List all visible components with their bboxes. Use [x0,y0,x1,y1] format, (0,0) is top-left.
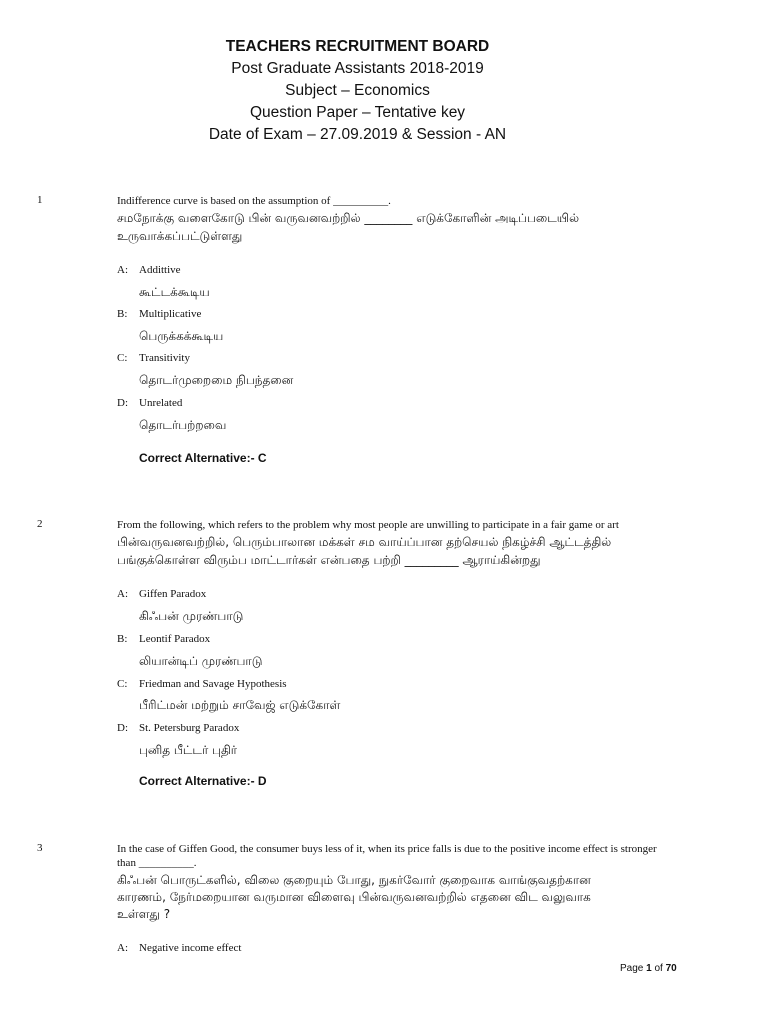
option-b-tamil: பெருக்கக்கூடிய [139,329,224,343]
option-letter: A: [117,264,128,276]
option-d [117,722,239,734]
question-text: From the following, which refers to the problem why most people are unwilling to participate in a fair game or art [117,519,619,531]
question-text-continued: than __________. [117,857,197,869]
option-text: Unrelated [139,397,183,409]
question-tamil-line: உள்ளது ? [117,907,171,921]
option-b [117,633,210,645]
option-d-tamil: புனித பீட்டர் புதிர் [139,743,238,757]
question-number: 1 [37,194,43,206]
page-total: 70 [665,963,677,974]
option-d-tamil: தொடர்பற்றவை [139,418,227,432]
option-letter: C: [117,352,128,364]
option-a-tamil: கூட்டக்கூடிய [139,285,210,299]
question-tamil-line: பின்வருவனவற்றில், பெரும்பாலான மக்கள் சம வாய்ப்பான தற்செயல் நிகழ்ச்சி ஆட்டத்தில் [117,535,612,549]
option-text: Transitivity [139,352,190,364]
question-tamil-line: சமநோக்கு வளைகோடு பின் வருவனவற்றில் ________ எடுக்கோளின் அடிப்படையில் [117,211,580,225]
exam-date: Date of Exam – 27.09.2019 & Session - AN [208,126,507,143]
option-letter: A: [117,588,128,600]
option-a [117,588,206,600]
option-text: St. Petersburg Paradox [139,722,240,734]
option-a [117,264,181,276]
option-a [117,942,241,954]
option-c [117,352,190,364]
option-letter: B: [117,633,128,645]
post-title: Post Graduate Assistants 2018-2019 [231,60,484,77]
option-b-tamil: லியான்டிப் முரண்பாடு [139,654,263,668]
option-c-tamil: தொடர்முறைமை நிபந்தனை [139,373,294,387]
page-word: Page [620,963,644,974]
option-letter: D: [117,722,128,734]
question-text: In the case of Giffen Good, the consumer buys less of it, when its price falls is due to the positive income effect is stronger [117,843,657,855]
of-word: of [654,963,663,974]
page-number: 1 [646,963,652,974]
option-d [117,397,182,409]
option-text: Leontif Paradox [139,633,211,645]
question-tamil-line: பங்குக்கொள்ள விரும்ப மாட்டார்கள் என்பதை பற்றி _________ ஆராய்கின்றது [117,553,541,567]
option-letter: B: [117,308,128,320]
question-tamil-line: உருவாக்கப்பட்டுள்ளது [117,229,243,243]
board-title: TEACHERS RECRUITMENT BOARD [225,38,490,55]
option-c [117,678,287,690]
page-footer [620,963,677,974]
option-text: Friedman and Savage Hypothesis [139,678,287,690]
option-text: Negative income effect [139,942,242,954]
question-text: Indifference curve is based on the assumption of __________. [117,195,391,207]
correct-answer: Correct Alternative:- D [139,774,267,788]
subject-title: Subject – Economics [285,82,430,99]
paper-title: Question Paper – Tentative key [249,104,466,121]
option-text: Giffen Paradox [139,588,207,600]
question-number: 3 [37,842,43,854]
option-letter: C: [117,678,128,690]
option-letter: D: [117,397,128,409]
document-header [0,36,715,146]
option-a-tamil: கிஃபன் முரண்பாடு [139,609,244,623]
correct-answer: Correct Alternative:- C [139,451,267,465]
question-tamil-line: காரணம், நேர்மறையான வருமான விளைவு பின்வருவனவற்றில் எதனை விட வலுவாக [117,890,591,904]
question-number: 2 [37,518,43,530]
option-text: Multiplicative [139,308,202,320]
option-text: Addittive [139,264,181,276]
option-c-tamil: பீரிட்மன் மற்றும் சாவேஜ் எடுக்கோள் [139,698,341,712]
question-tamil-line: கிஃபன் பொருட்களில், விலை குறையும் போது, நுகர்வோர் குறைவாக வாங்குவதற்கான [117,873,591,887]
option-letter: A: [117,942,128,954]
option-b [117,308,201,320]
